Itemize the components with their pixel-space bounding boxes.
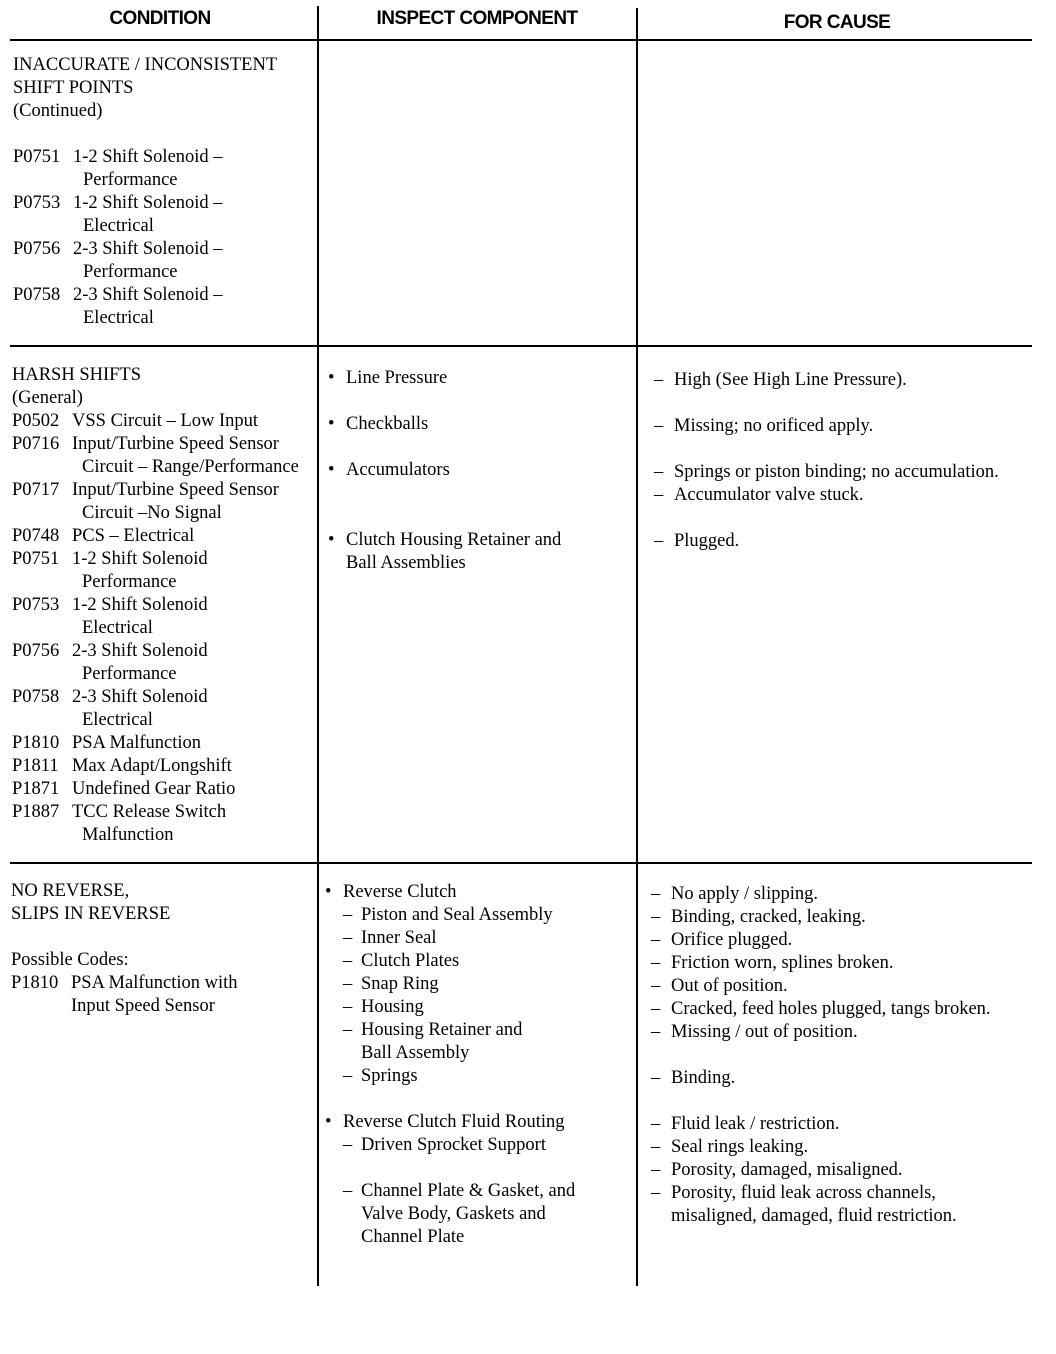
inspect-channel-plate-cont: Channel Plate (361, 1227, 465, 1247)
cause-item (651, 952, 991, 975)
code-row (13, 192, 277, 215)
code-row (12, 732, 299, 755)
dash-mark: – (343, 1066, 353, 1086)
inspect-subitem (325, 973, 575, 996)
dash-mark: – (343, 1135, 353, 1155)
inspect-item (328, 413, 561, 436)
bullet-mark: • (325, 1112, 332, 1132)
section1-title-line2: SHIFT POINTS (13, 78, 134, 98)
cause-item (651, 975, 991, 998)
cause-high: High (See High Line Pressure). (674, 370, 907, 390)
code-row (11, 972, 238, 995)
inspect-subitem (325, 1134, 575, 1157)
dash-mark: – (654, 416, 664, 436)
header-for-cause: FOR CAUSE (783, 12, 891, 33)
section1-title-line1: INACCURATE / INCONSISTENT (13, 55, 278, 75)
inspect-accumulators: Accumulators (346, 460, 450, 480)
code-desc: 1-2 Shift Solenoid (72, 549, 208, 569)
dash-mark: – (343, 997, 353, 1017)
code-desc: Max Adapt/Longshift (72, 756, 232, 776)
section-divider-2 (10, 862, 1032, 864)
code-row (12, 755, 299, 778)
cause-binding-cracked: Binding, cracked, leaking. (671, 907, 866, 927)
dash-mark: – (651, 930, 661, 950)
code-number: P0502 (12, 411, 60, 431)
inspect-channel-plate-cont: Valve Body, Gaskets and (361, 1204, 546, 1224)
cause-item (651, 1136, 991, 1159)
cause-item (654, 530, 999, 553)
code-desc: 2-3 Shift Solenoid (72, 641, 208, 661)
cause-item (651, 1021, 991, 1044)
inspect-item (328, 459, 561, 482)
dash-mark: – (651, 1183, 661, 1203)
dash-mark: – (651, 907, 661, 927)
section3-inspect (325, 881, 575, 1249)
inspect-housing: Housing (361, 997, 424, 1017)
bullet-mark: • (328, 368, 335, 388)
code-desc-cont: Electrical (82, 710, 153, 730)
dash-mark: – (343, 905, 353, 925)
code-row (12, 410, 299, 433)
dash-mark: – (651, 1160, 661, 1180)
code-desc: Undefined Gear Ratio (72, 779, 236, 799)
cause-item (651, 883, 991, 906)
inspect-springs: Springs (361, 1066, 418, 1086)
code-desc: PSA Malfunction with (71, 973, 238, 993)
code-number: P0717 (12, 480, 60, 500)
section3-cause (651, 883, 991, 1228)
inspect-clutch-housing: Clutch Housing Retainer and (346, 530, 562, 550)
code-number: P0751 (12, 549, 60, 569)
cause-porosity-2: Porosity, fluid leak across channels, (671, 1183, 936, 1203)
code-number: P1811 (12, 756, 59, 776)
code-desc-cont: Electrical (83, 308, 154, 328)
section3-condition (11, 880, 238, 1018)
cause-porosity-1: Porosity, damaged, misaligned. (671, 1160, 903, 1180)
code-number: P0758 (13, 285, 61, 305)
section2-inspect (328, 367, 561, 575)
code-number: P1810 (12, 733, 60, 753)
code-desc: 1-2 Shift Solenoid – (73, 147, 223, 167)
code-row (12, 433, 299, 456)
code-desc-cont: Performance (83, 262, 178, 282)
dash-mark: – (654, 531, 664, 551)
cause-fluid-leak: Fluid leak / restriction. (671, 1114, 840, 1134)
code-desc-cont: Performance (82, 572, 177, 592)
code-row (12, 525, 299, 548)
code-row (13, 284, 277, 307)
code-desc: VSS Circuit – Low Input (72, 411, 259, 431)
inspect-item (325, 881, 575, 904)
inspect-housing-retainer: Housing Retainer and (361, 1020, 523, 1040)
cause-item (654, 415, 999, 438)
code-number: P0756 (12, 641, 60, 661)
code-desc-cont: Circuit – Range/Performance (82, 457, 299, 477)
inspect-checkballs: Checkballs (346, 414, 429, 434)
section3-title-line1: NO REVERSE, (11, 881, 130, 901)
code-number: P0751 (13, 147, 61, 167)
section2-condition (12, 364, 299, 847)
inspect-subitem (325, 1065, 575, 1088)
code-desc: TCC Release Switch (72, 802, 227, 822)
cause-item (654, 369, 999, 392)
cause-no-apply: No apply / slipping. (671, 884, 818, 904)
code-desc-cont: Input Speed Sensor (71, 996, 215, 1016)
cause-missing: Missing; no orificed apply. (674, 416, 874, 436)
inspect-subitem (325, 927, 575, 950)
code-desc: 1-2 Shift Solenoid – (73, 193, 223, 213)
inspect-clutch-housing-cont: Ball Assemblies (346, 553, 466, 573)
cause-porosity-2-cont: misaligned, damaged, fluid restriction. (671, 1206, 957, 1226)
section3-title-line2: SLIPS IN REVERSE (11, 904, 171, 924)
inspect-line-pressure: Line Pressure (346, 368, 448, 388)
cause-out-of-position: Out of position. (671, 976, 788, 996)
dash-mark: – (343, 928, 353, 948)
code-desc-cont: Electrical (83, 216, 154, 236)
dash-mark: – (343, 974, 353, 994)
code-desc: 2-3 Shift Solenoid – (73, 239, 223, 259)
code-desc: Input/Turbine Speed Sensor (72, 434, 279, 454)
code-row (12, 479, 299, 502)
code-row (12, 778, 299, 801)
possible-codes-label: Possible Codes: (11, 950, 129, 970)
cause-orifice: Orifice plugged. (671, 930, 793, 950)
code-number: P0753 (12, 595, 60, 615)
cause-item (651, 906, 991, 929)
code-desc-cont: Circuit –No Signal (82, 503, 222, 523)
inspect-piston: Piston and Seal Assembly (361, 905, 553, 925)
code-row (12, 640, 299, 663)
inspect-item (325, 1111, 575, 1134)
inspect-reverse-clutch: Reverse Clutch (343, 882, 457, 902)
cause-plugged: Plugged. (674, 531, 740, 551)
code-number: P1871 (12, 779, 60, 799)
code-number: P0758 (12, 687, 60, 707)
inspect-item (328, 367, 561, 390)
dash-mark: – (651, 976, 661, 996)
code-number: P1810 (11, 973, 59, 993)
inspect-driven-sprocket: Driven Sprocket Support (361, 1135, 546, 1155)
header-rule (10, 39, 1032, 41)
cause-item (651, 1182, 991, 1205)
cause-item (654, 484, 999, 507)
code-desc: 2-3 Shift Solenoid (72, 687, 208, 707)
cause-item (651, 998, 991, 1021)
section2-title: HARSH SHIFTS (12, 365, 142, 385)
inspect-snap-ring: Snap Ring (361, 974, 439, 994)
section2-cause (654, 369, 999, 553)
code-number: P0753 (13, 193, 61, 213)
code-desc: PCS – Electrical (72, 526, 195, 546)
inspect-subitem (325, 950, 575, 973)
cause-item (651, 929, 991, 952)
code-desc-cont: Electrical (82, 618, 153, 638)
inspect-inner-seal: Inner Seal (361, 928, 437, 948)
cause-friction: Friction worn, splines broken. (671, 953, 894, 973)
inspect-channel-plate: Channel Plate & Gasket, and (361, 1181, 576, 1201)
cause-springs: Springs or piston binding; no accumulation. (674, 462, 999, 482)
inspect-subitem (325, 1180, 575, 1203)
code-row (12, 594, 299, 617)
bullet-mark: • (328, 530, 335, 550)
code-number: P0716 (12, 434, 60, 454)
code-desc-cont: Performance (82, 664, 177, 684)
dash-mark: – (654, 370, 664, 390)
cause-binding: Binding. (671, 1068, 736, 1088)
inspect-subitem (325, 1019, 575, 1042)
cause-seal-rings: Seal rings leaking. (671, 1137, 809, 1157)
bullet-mark: • (325, 882, 332, 902)
code-row (12, 686, 299, 709)
dash-mark: – (343, 1020, 353, 1040)
code-number: P0756 (13, 239, 61, 259)
code-row (13, 238, 277, 261)
section-divider-1 (10, 345, 1032, 347)
cause-accumulator-valve: Accumulator valve stuck. (674, 485, 864, 505)
dash-mark: – (651, 1137, 661, 1157)
code-desc: 2-3 Shift Solenoid – (73, 285, 223, 305)
section1-note: (Continued) (13, 101, 103, 121)
dash-mark: – (651, 953, 661, 973)
code-number: P0748 (12, 526, 60, 546)
dash-mark: – (343, 951, 353, 971)
inspect-subitem (325, 996, 575, 1019)
code-row (13, 146, 277, 169)
dash-mark: – (651, 1114, 661, 1134)
cause-item (651, 1113, 991, 1136)
bullet-mark: • (328, 414, 335, 434)
dash-mark: – (343, 1181, 353, 1201)
code-number: P1887 (12, 802, 60, 822)
code-desc: 1-2 Shift Solenoid (72, 595, 208, 615)
code-row (12, 548, 299, 571)
cause-missing-out: Missing / out of position. (671, 1022, 858, 1042)
dash-mark: – (651, 884, 661, 904)
inspect-item (328, 529, 561, 552)
code-row (12, 801, 299, 824)
cause-cracked-feed: Cracked, feed holes plugged, tangs broken. (671, 999, 991, 1019)
inspect-subitem (325, 904, 575, 927)
dash-mark: – (654, 462, 664, 482)
column-rule-2 (636, 8, 638, 1286)
cause-item (651, 1067, 991, 1090)
header-condition: CONDITION (109, 8, 211, 29)
dash-mark: – (651, 1022, 661, 1042)
dash-mark: – (654, 485, 664, 505)
inspect-housing-retainer-cont: Ball Assembly (361, 1043, 470, 1063)
code-desc: Input/Turbine Speed Sensor (72, 480, 279, 500)
bullet-mark: • (328, 460, 335, 480)
inspect-fluid-routing: Reverse Clutch Fluid Routing (343, 1112, 565, 1132)
code-desc-cont: Performance (83, 170, 178, 190)
cause-item (654, 461, 999, 484)
cause-item (651, 1159, 991, 1182)
column-rule-1 (317, 6, 319, 1286)
header-inspect-component: INSPECT COMPONENT (376, 8, 578, 29)
section2-note: (General) (12, 388, 83, 408)
dash-mark: – (651, 1068, 661, 1088)
code-desc-cont: Malfunction (82, 825, 174, 845)
code-desc: PSA Malfunction (72, 733, 201, 753)
inspect-clutch-plates: Clutch Plates (361, 951, 460, 971)
section1-condition (13, 54, 277, 330)
dash-mark: – (651, 999, 661, 1019)
